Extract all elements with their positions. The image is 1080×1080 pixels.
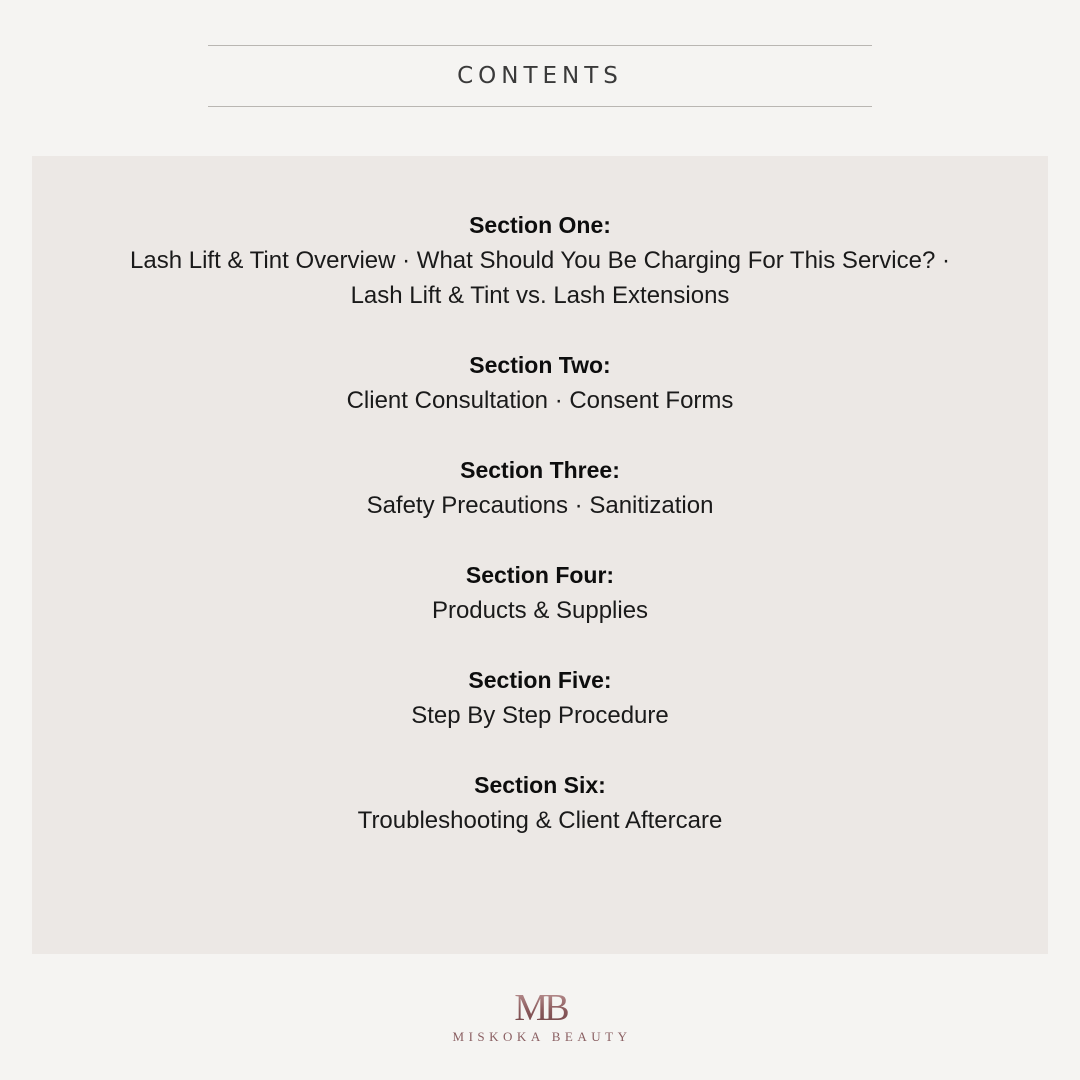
section-heading: Section Four: <box>465 562 615 588</box>
section-topics: Lash Lift & Tint vs. Lash Extensions <box>350 282 730 309</box>
section-heading: Section Five: <box>468 667 612 693</box>
header-bottom-rule <box>208 106 872 107</box>
section-five <box>32 663 1048 733</box>
header-top-rule <box>208 45 872 46</box>
brand-logo <box>0 985 1080 1045</box>
section-topics: Safety Precautions · Sanitization <box>366 492 714 519</box>
section-heading: Section One: <box>469 212 611 238</box>
section-topics: Troubleshooting & Client Aftercare <box>357 807 723 834</box>
section-topics: Lash Lift & Tint Overview · What Should You Be Charging For This Service? · <box>130 247 950 274</box>
section-heading: Section Three: <box>460 457 620 483</box>
logo-wordmark: MISKOKA BEAUTY <box>452 1029 632 1044</box>
logo-monogram: MB <box>0 985 1080 1031</box>
section-four <box>32 558 1048 628</box>
section-one <box>32 208 1048 313</box>
contents-panel <box>32 156 1048 954</box>
page-title: CONTENTS <box>457 63 623 89</box>
section-three <box>32 453 1048 523</box>
section-six <box>32 768 1048 838</box>
section-topics: Step By Step Procedure <box>411 702 669 729</box>
section-list <box>32 208 1048 873</box>
section-topics: Client Consultation · Consent Forms <box>346 387 734 414</box>
section-heading: Section Six: <box>474 772 606 798</box>
section-two <box>32 348 1048 418</box>
section-heading: Section Two: <box>469 352 611 378</box>
section-topics: Products & Supplies <box>431 597 649 624</box>
